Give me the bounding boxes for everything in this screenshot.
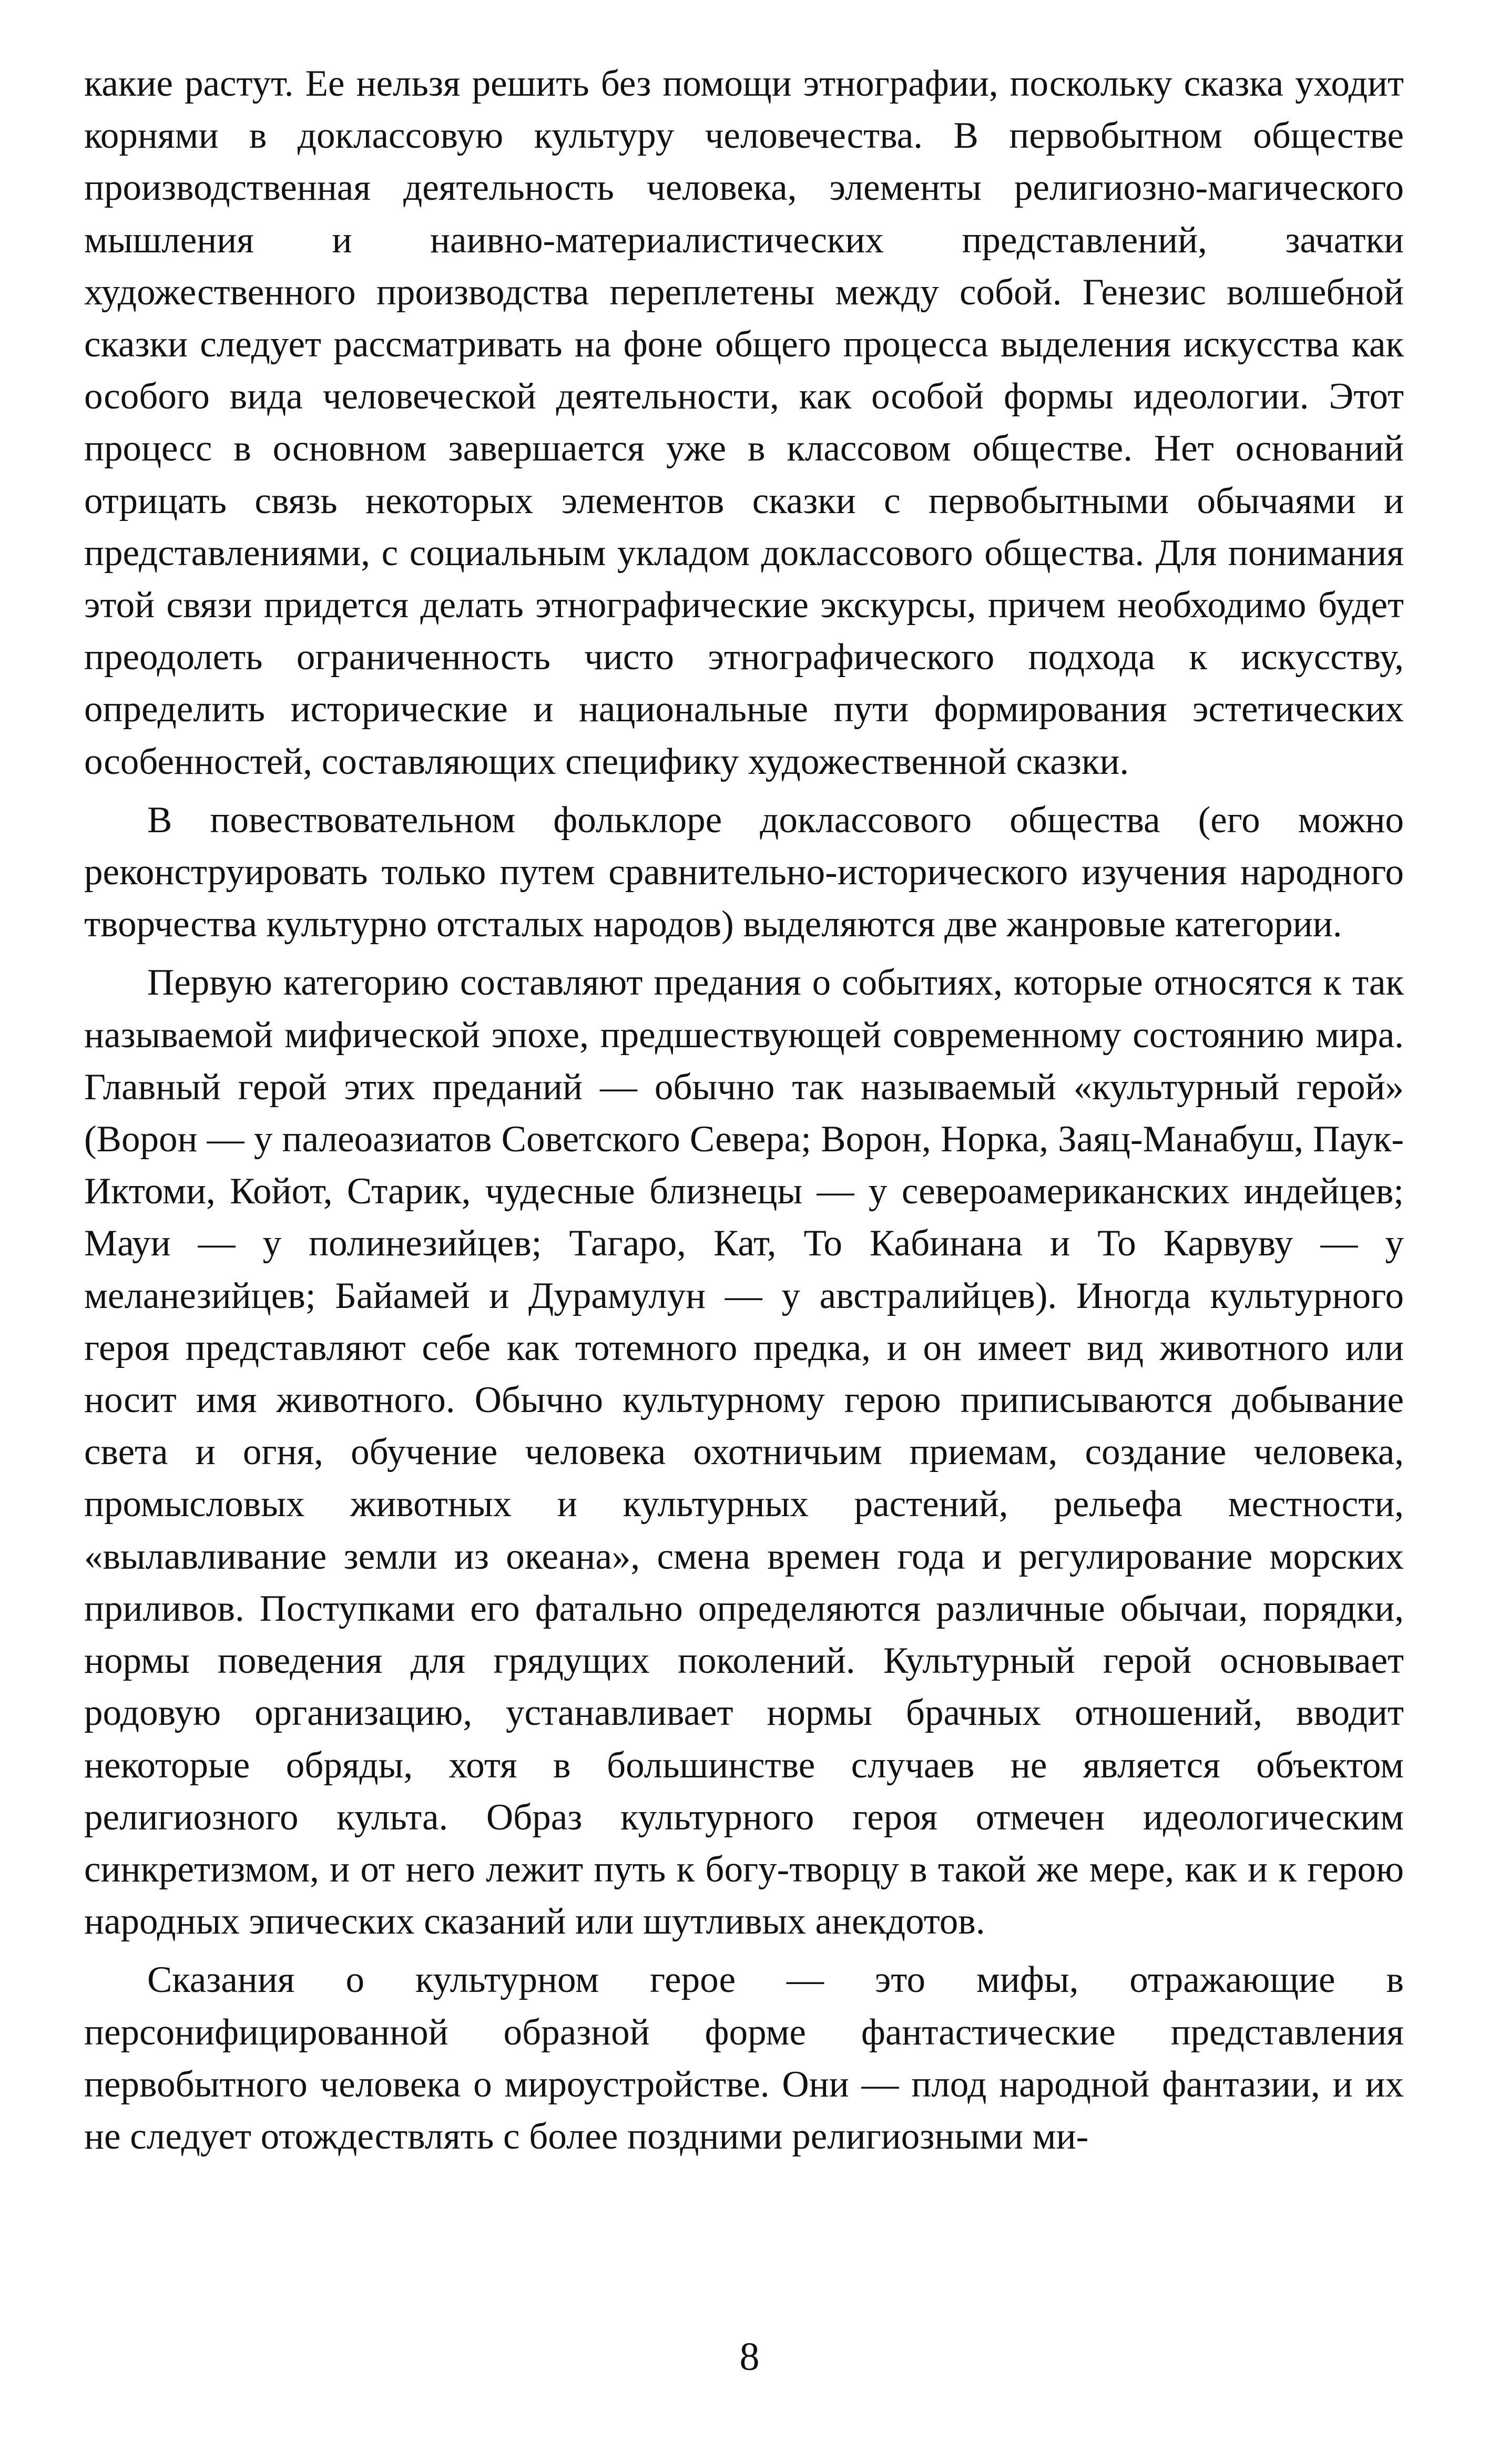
page-body [84,58,1404,2397]
paragraph-narrative-folklore: В повествовательном фольклоре доклассового общества (его можно реконструировать только путем сравнительно-исторического изучения народного творчества культурно отсталых народов) выделяются две жанровые категории. [84,799,1404,945]
paragraph-myths: Сказания о культурном герое — это мифы, отражающие в персонифицированной образной форме фантастические представления первобытного человека о мироустройстве. Они — плод народной фантазии, и их не следует отождествлять с более поздними религиозными ми- [84,1959,1404,2157]
paragraph-continuation: какие растут. Ее нельзя решить без помощи этнографии, поскольку сказка уходит корнями в доклассовую культуру человечества. В первобытном обществе производственная деятельность человека, элементы религиозно-магического мышления и наивно-материалистических представлений, зачатки художественного производства переплетены между собой. Генезис волшебной сказки следует рассматривать на фоне общего процесса выделения искусства как особого вида человеческой деятельности, как особой формы идеологии. Этот процесс в основном завершается уже в классовом обществе. Нет оснований отрицать связь некоторых элементов сказки с первобытными обычаями и представлениями, с социальным укладом доклассового общества. Для понимания этой связи придется делать этнографические экскурсы, причем необходимо будет преодолеть ограниченность чисто этнографического подхода к искусству, определить исторические и национальные пути формирования эстетических особенностей, составляющих специфику художественной сказки. [84,63,1404,782]
paragraph-culture-hero: Первую категорию составляют предания о событиях, которые относятся к так называемой мифической эпохе, предшествующей современному состоянию мира. Главный герой этих преданий — обычно так называемый «культурный герой» (Ворон — у палеоазиатов Советского Севера; Ворон, Норка, Заяц-Манабуш, Паук-Иктоми, Койот, Старик, чудесные близнецы — у североамериканских индейцев; Мауи — у полинезийцев; Тагаро, Кат, То Кабинана и То Карвуву — у меланезийцев; Байамей и Дурамулун — у австралийцев). Иногда культурного героя представляют себе как тотемного предка, и он имеет вид животного или носит имя животного. Обычно культурному герою приписываются добывание света и огня, обучение человека охотничьим приемам, создание человека, промысловых животных и культурных растений, рельефа местности, «вылавливание земли из океана», смена времен года и регулирование морских приливов. Поступками его фатально определяются различные обычаи, порядки, нормы поведения для грядущих поколений. Культурный герой основывает родовую организацию, устанавливает нормы брачных отношений, вводит некоторые обряды, хотя в большинстве случаев не является объектом религиозного культа. Образ культурного героя отмечен идеологическим синкретизмом, и от него лежит путь к богу-творцу в такой же мере, как и к герою народных эпических сказаний или шутливых анекдотов. [84,962,1404,1942]
page-number: 8 [739,2335,760,2379]
